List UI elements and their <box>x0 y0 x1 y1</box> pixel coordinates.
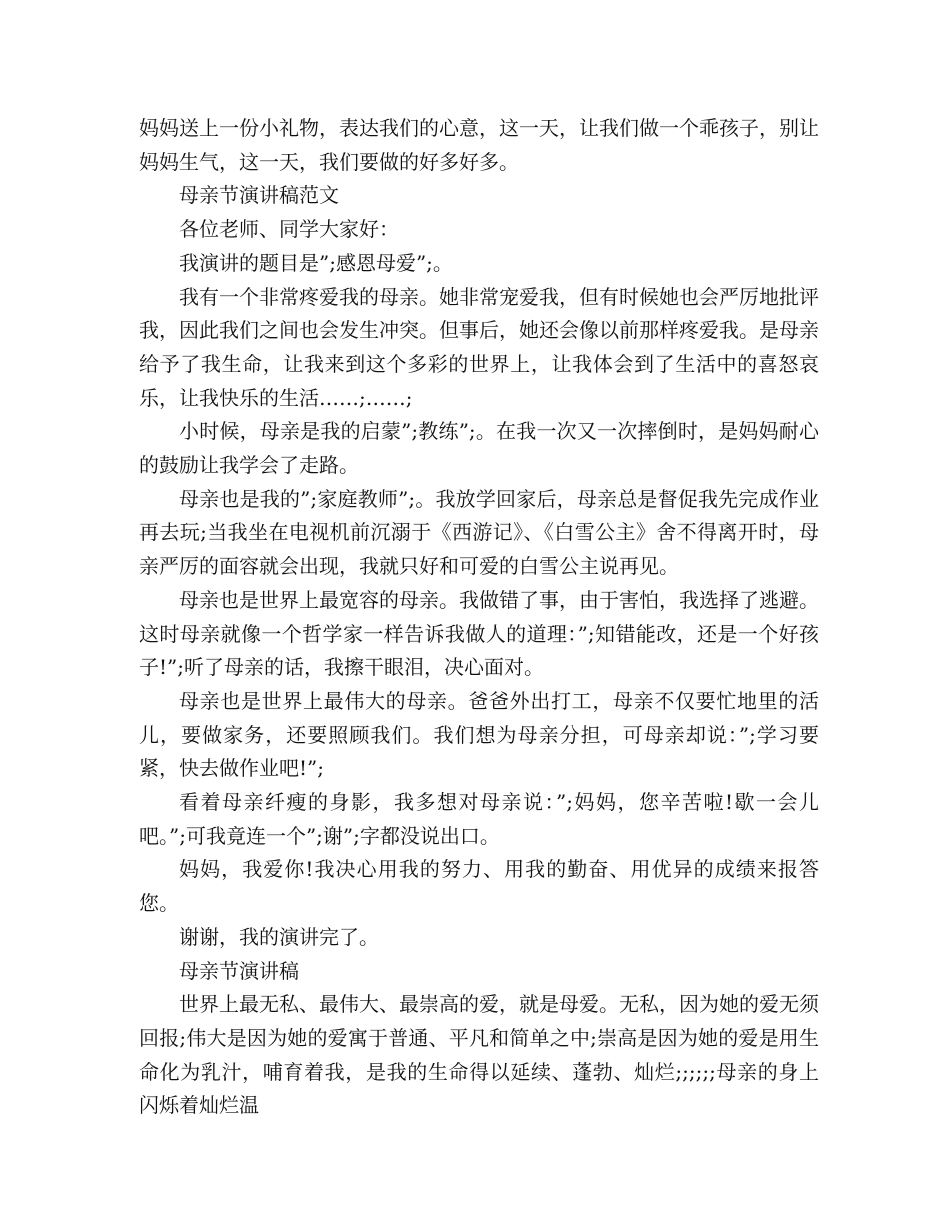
paragraph: 世界上最无私、最伟大、最崇高的爱，就是母爱。无私，因为她的爱无须回报;伟大是因为她的爱寓于普通、平凡和简单之中;崇高是因为她的爱是用生命化为乳汁，哺育着我，是我的生命得以延续、蓬勃、灿烂;;;;;;母亲的身上闪烁着灿烂温 <box>139 992 819 1118</box>
section-title: 母亲节演讲稿 <box>179 958 299 983</box>
paragraph: 母亲也是世界上最伟大的母亲。爸爸外出打工，母亲不仅要忙地里的活儿，要做家务，还要照顾我们。我们想为母亲分担，可母亲却说：”;学习要紧，快去做作业吧!”; <box>139 688 819 781</box>
paragraph: 妈妈，我爱你!我决心用我的努力、用我的勤奋、用优异的成绩来报答您。 <box>139 857 819 916</box>
paragraph: 妈妈送上一份小礼物，表达我们的心意，这一天，让我们做一个乖孩子，别让妈妈生气，这一天，我们要做的好多好多。 <box>139 116 819 174</box>
paragraph: 看着母亲纤瘦的身影，我多想对母亲说：”;妈妈，您辛苦啦!歇一会儿吧。”;可我竟连一个”;谢”;字都没说出口。 <box>139 790 819 848</box>
paragraph: 母亲也是我的”;家庭教师”;。我放学回家后，母亲总是督促我先完成作业再去玩;当我坐在电视机前沉溺于《西游记》、《白雪公主》舍不得离开时，母亲严厉的面容就会出现，我就只好和可爱的白雪公主说再见。 <box>139 486 819 579</box>
paragraph: 我有一个非常疼爱我的母亲。她非常宠爱我，但有时候她也会严厉地批评我，因此我们之间也会发生冲突。但事后，她还会像以前那样疼爱我。是母亲给予了我生命，让我来到这个多彩的世界上，让我体会到了生活中的喜怒哀乐，让我快乐的生活……;……; <box>139 284 819 410</box>
closing-line: 谢谢，我的演讲完了。 <box>179 924 379 949</box>
greeting: 各位老师、同学大家好： <box>179 217 399 242</box>
paragraph: 小时候，母亲是我的启蒙”;教练”;。在我一次又一次摔倒时，是妈妈耐心的鼓励让我学会了走路。 <box>139 419 819 478</box>
paragraph: 母亲也是世界上最宽容的母亲。我做错了事，由于害怕，我选择了逃避。这时母亲就像一个哲学家一样告诉我做人的道理：”;知错能改，还是一个好孩子!”;听了母亲的话，我擦干眼泪，决心面对。 <box>139 587 819 680</box>
document-body <box>139 112 819 1123</box>
section-title: 母亲节演讲稿范文 <box>179 183 339 208</box>
speech-topic: 我演讲的题目是”;感恩母爱”;。 <box>179 250 453 275</box>
